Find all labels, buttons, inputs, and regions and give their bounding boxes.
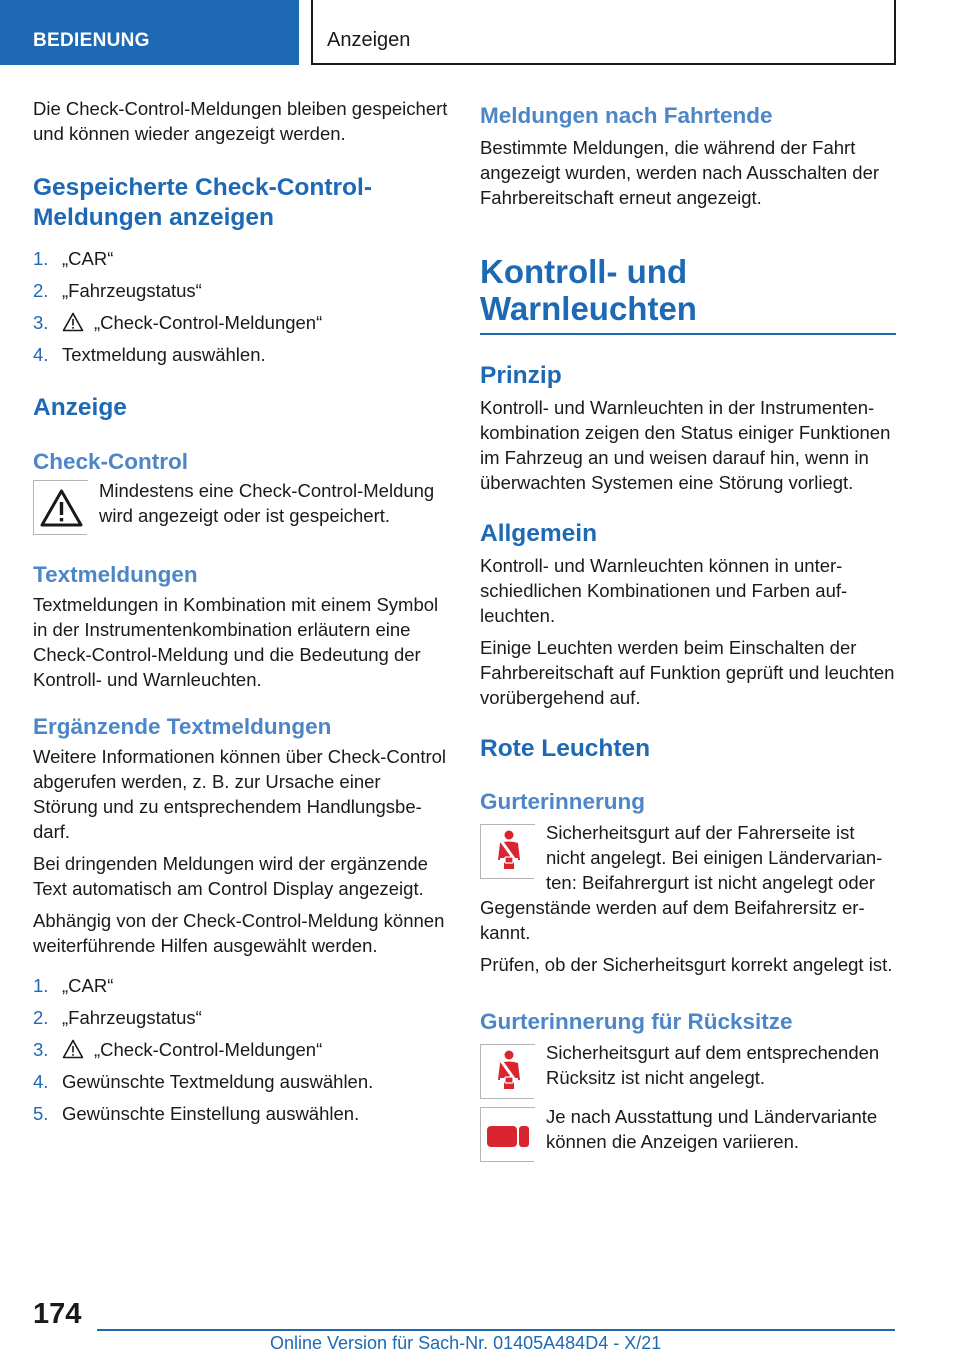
list-item: 4. Textmeldung auswählen. [33, 344, 266, 365]
heading-ergaenzende: Ergänzende Textmeldungen [33, 714, 332, 739]
list-item: 1. „CAR“ [33, 975, 114, 996]
chapter-title: Anzeigen [327, 29, 411, 51]
heading-gurterinnerung: Gurterinnerung [480, 789, 646, 814]
prinzip-text: Kontroll- und Warnleuchten in der Instrumentenkombination zeigen den Status einiger Funktionen im Fahrzeug an und weisen darauf hin, wenn in überwachten Systemen eine Störung vorliegt. [480, 397, 891, 493]
check-control-text: Mindestens eine Check-Control-Meldung wird angezeigt oder ist gespeichert. [99, 480, 435, 526]
gurt-text-cont: Gegenstände werden auf dem Beifahrersitz erkannt. [480, 897, 865, 943]
warning-triangle-icon [62, 1039, 84, 1059]
warning-triangle-icon [62, 312, 84, 332]
gurt-rueck-icon-box [480, 1044, 535, 1099]
steps-list-1 [33, 243, 448, 371]
heading-rule [480, 333, 896, 335]
right-column [480, 96, 896, 1162]
gurt-row [480, 820, 896, 895]
left-column [33, 96, 448, 1130]
page-number: 174 [33, 1298, 82, 1330]
ergaenzende-text-1: Weitere Informationen können über Check-Control abgerufen werden, z. B. zur Ursache einer Störung und zu entsprechendem Handlungsbedarf. [33, 746, 447, 842]
allgemein-text-1: Kontroll- und Warnleuchten können in unterschiedlichen Kombinationen und Farben aufleuchten. [480, 555, 848, 626]
list-item: 2. „Fahrzeugstatus“ [33, 280, 202, 301]
seatbelt-warning-icon [481, 825, 536, 880]
check-control-icon-box [33, 480, 88, 535]
intro-text: Die Check-Control-Meldungen bleiben gespeichert und können wieder angezeigt werden. [33, 98, 448, 144]
heading-kontroll-warnleuchten: Kontroll- und Warnleuchten [480, 253, 697, 327]
gurt-text-2: Prüfen, ob der Sicherheitsgurt korrekt angelegt ist. [480, 954, 893, 975]
heading-rote-leuchten: Rote Leuchten [480, 735, 651, 762]
section-tab [0, 0, 299, 65]
variante-row [480, 1104, 896, 1162]
heading-gespeicherte: Gespeicherte Check-Control-Meldungen anzeigen [33, 174, 372, 231]
steps-list-2 [33, 970, 448, 1130]
variante-icon-box [480, 1107, 535, 1162]
list-item: 4. Gewünschte Textmeldung auswählen. [33, 1071, 374, 1092]
chapter-tab [311, 0, 896, 65]
variante-text: Je nach Ausstattung und Ländervariante können die Anzeigen variieren. [546, 1106, 878, 1152]
ergaenzende-text-2: Bei dringenden Meldungen wird der ergänzende Text automatisch am Control Display angezeigt. [33, 853, 428, 899]
list-item: 3. „Check-Control-Meldungen“ [33, 312, 323, 333]
textmeldungen-text: Textmeldungen in Kombination mit einem Symbol in der Instrumentenkombination erläutern eine Check-Control-Meldung und die Bedeutung der Kontroll- und Warnleuchten. [33, 594, 439, 690]
section-title: BEDIENUNG [33, 30, 150, 51]
list-item: 2. „Fahrzeugstatus“ [33, 1007, 202, 1028]
heading-anzeige: Anzeige [33, 394, 127, 421]
gurt-rueck-text: Sicherheitsgurt auf dem entsprechenden Rücksitz ist nicht angelegt. [546, 1042, 880, 1088]
gurt-text-side: Sicherheitsgurt auf der Fahrerseite ist nicht angelegt. Bei einigen Ländervarianten: Beifahrergurt ist nicht angelegt oder [546, 822, 883, 893]
ergaenzende-text-3: Abhängig von der Check-Control-Meldung können weiterführende Hilfen ausgewählt werden. [33, 910, 445, 956]
seatbelt-rear-warning-icon [481, 1045, 536, 1100]
fahrtende-text: Bestimmte Meldungen, die während der Fahrt angezeigt wurden, werden nach Ausschalten der Fahrbereitschaft erneut angezeigt. [480, 137, 880, 208]
gurt-icon-box [480, 824, 535, 879]
heading-fahrtende: Meldungen nach Fahrtende [480, 103, 773, 128]
heading-gurt-ruecksitze: Gurterinnerung für Rücksitze [480, 1009, 793, 1034]
allgemein-text-2: Einige Leuchten werden beim Einschalten der Fahrbereitschaft auf Funktion geprüft und leuchten vorübergehend auf. [480, 637, 895, 708]
heading-prinzip: Prinzip [480, 362, 562, 389]
rear-seat-indicator-icon [481, 1108, 536, 1163]
list-item: 1. „CAR“ [33, 248, 114, 269]
warning-triangle-icon [34, 481, 89, 536]
check-control-row [33, 478, 448, 535]
list-item: 5. Gewünschte Einstellung auswählen. [33, 1103, 360, 1124]
heading-allgemein: Allgemein [480, 520, 598, 547]
heading-textmeldungen: Textmeldungen [33, 562, 198, 587]
footer-divider [97, 1329, 895, 1331]
heading-check-control: Check-Control [33, 449, 189, 474]
online-version-text: Online Version für Sach-Nr. 01405A484D4 - X/21 [270, 1333, 662, 1353]
gurt-rueck-row [480, 1040, 896, 1099]
list-item: 3. „Check-Control-Meldungen“ [33, 1039, 323, 1060]
